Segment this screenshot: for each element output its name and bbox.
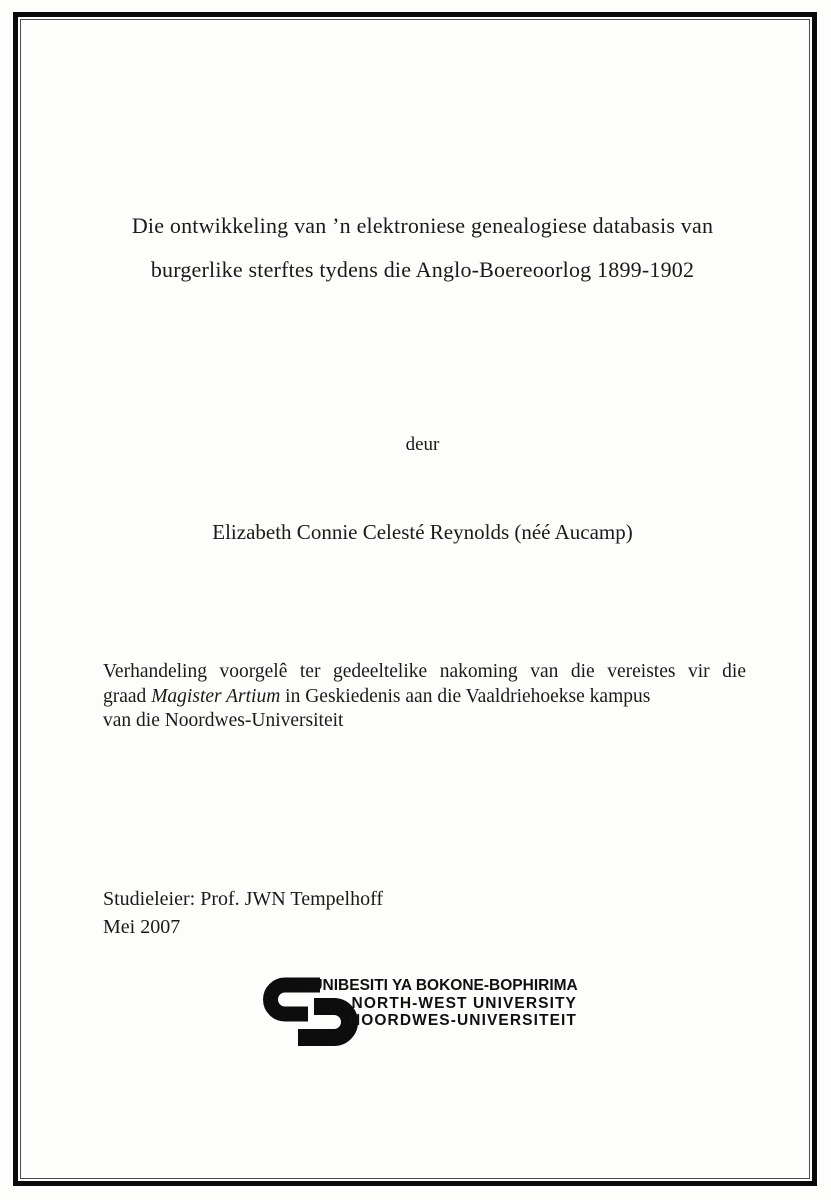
degree-statement xyxy=(103,660,746,734)
degree-statement-line-1: Verhandeling voorgelê ter gedeeltelike nakoming van die vereistes vir die xyxy=(103,661,746,682)
logo-text-afrikaans: NOORDWES-UNIVERSITEIT xyxy=(348,1012,577,1030)
university-logo-text xyxy=(301,977,577,1030)
degree-statement-line-2 xyxy=(103,685,746,710)
byline: deur xyxy=(405,434,440,455)
supervisor-line: Studieleier: Prof. JWN Tempelhoff xyxy=(103,888,384,910)
degree-name-italic: Magister Artium xyxy=(151,685,281,707)
thesis-title xyxy=(95,204,750,292)
logo-text-english: NORTH-WEST UNIVERSITY xyxy=(351,994,577,1012)
degree-statement-line-2-prefix: graad xyxy=(103,685,152,707)
thesis-title-line-1: Die ontwikkeling van ’n elektroniese genealogiese databasis van xyxy=(131,213,714,238)
degree-statement-line-3: van die Noordwes-Universiteit xyxy=(103,710,344,731)
thesis-title-line-2: burgerlike sterftes tydens die Anglo-Boereoorlog 1899-1902 xyxy=(150,257,695,282)
logo-text-setswana: YUNIBESITI YA BOKONE-BOPHIRIMA xyxy=(301,977,578,994)
date-line: Mei 2007 xyxy=(103,915,181,938)
author-name: Elizabeth Connie Celesté Reynolds (néé Aucamp) xyxy=(212,520,633,544)
degree-statement-line-2-suffix: in Geskiedenis aan die Vaaldriehoekse kampus xyxy=(280,685,651,707)
supervisor-block xyxy=(103,886,603,941)
university-logo xyxy=(261,976,581,1051)
